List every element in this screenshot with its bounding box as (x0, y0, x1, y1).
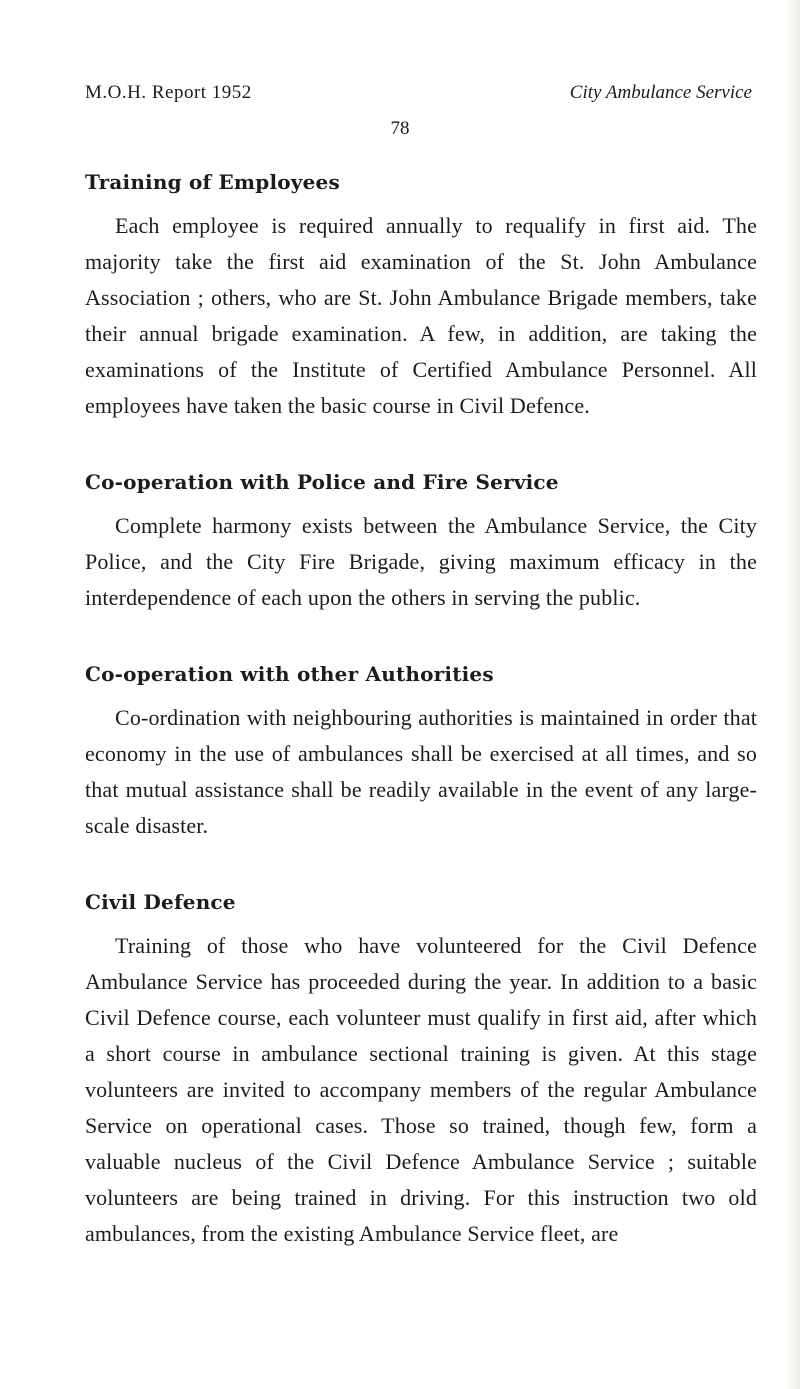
section-paragraph: Each employee is required annually to requalify in first aid. The majority take the first aid examination of the St. John Ambulance Association ; others, who are St. John Ambulance Brigade members, take their annual brigade examination. A few, in addition, are taking the examinations of the Institute of Certified Ambulance Personnel. All employees have taken the basic course in Civil Defence. (85, 213, 757, 418)
section-paragraph: Complete harmony exists between the Ambulance Service, the City Police, and the City Fire Brigade, giving maximum efficacy in the interdependence of each upon the others in serving the public. (85, 513, 757, 610)
section-heading: Co-operation with Police and Fire Service (85, 470, 559, 494)
page-body (85, 166, 757, 1294)
section-paragraph: Training of those who have volunteered for the Civil Defence Ambulance Service has proceeded during the year. In addition to a basic Civil Defence course, each volunteer must qualify in first aid, after which a short course in ambulance sectional training is given. At this stage volunteers are invited to accompany members of the regular Ambulance Service on operational cases. Those so trained, though few, form a valuable nucleus of the Civil Defence Ambulance Service ; suitable volunteers are being trained in driving. For this instruction two old ambulances, from the existing Ambulance Service fleet, are (85, 933, 757, 1246)
section-heading: Co-operation with other Authorities (85, 662, 494, 686)
page-edge-shadow (786, 0, 800, 1389)
report-title: M.O.H. Report 1952 (85, 82, 252, 103)
section-police-fire (85, 466, 757, 616)
section-heading: Training of Employees (85, 170, 340, 194)
section-civil-defence (85, 886, 757, 1252)
section-other-authorities (85, 658, 757, 844)
page-number: 78 (390, 118, 410, 139)
running-head (85, 82, 752, 110)
section-paragraph: Co-ordination with neighbouring authorities is maintained in order that economy in the use of ambulances shall be exercised at all times, and so that mutual assistance shall be readily available in the event of any large-scale disaster. (85, 705, 757, 838)
section-heading: Civil Defence (85, 890, 236, 914)
section-training (85, 166, 757, 424)
section-title: City Ambulance Service (569, 82, 752, 103)
